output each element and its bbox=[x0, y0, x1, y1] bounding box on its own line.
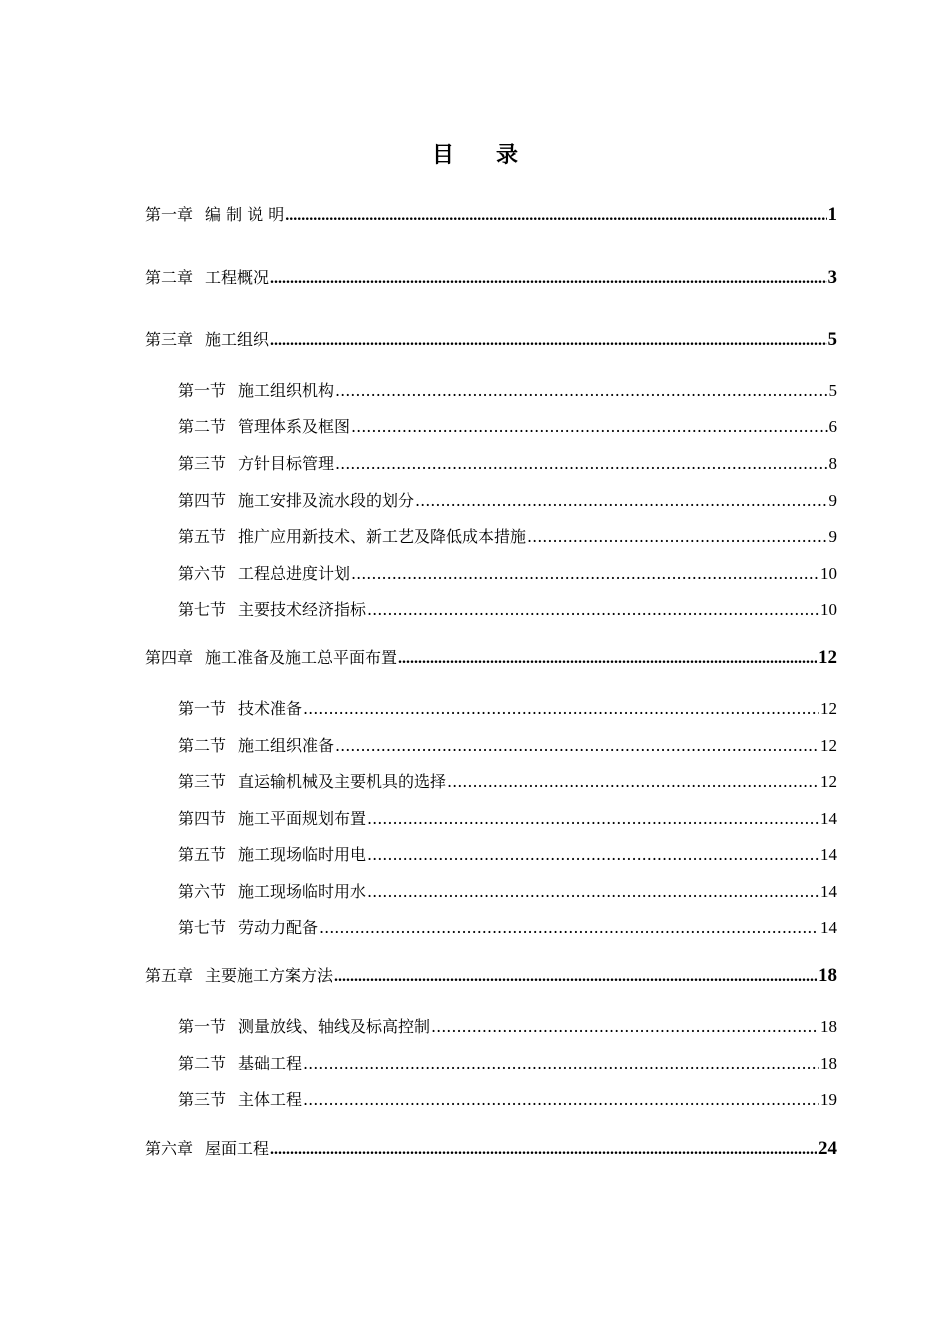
dot-leader bbox=[334, 968, 817, 986]
chapter-title: 工程概况 bbox=[205, 268, 270, 287]
section-number: 第六节 bbox=[178, 564, 227, 583]
chapter-number: 第二章 bbox=[145, 268, 194, 287]
toc-chapter[interactable] bbox=[145, 1136, 837, 1160]
toc-section[interactable] bbox=[178, 414, 837, 437]
section-title: 施工组织准备 bbox=[238, 736, 335, 755]
section-page-number: 10 bbox=[820, 600, 837, 619]
toc-section[interactable] bbox=[178, 842, 837, 865]
dot-leader bbox=[447, 772, 819, 791]
section-page-number: 10 bbox=[820, 564, 837, 583]
section-title: 测量放线、轴线及标高控制 bbox=[238, 1017, 431, 1036]
chapter-title: 编 制 说 明 bbox=[205, 205, 285, 224]
toc-chapter[interactable] bbox=[145, 963, 837, 987]
section-number: 第五节 bbox=[178, 845, 227, 864]
chapter-page-number: 24 bbox=[818, 1138, 837, 1159]
dot-leader bbox=[270, 1141, 817, 1159]
section-number: 第五节 bbox=[178, 527, 227, 546]
toc-chapter[interactable] bbox=[145, 265, 837, 289]
section-page-number: 14 bbox=[820, 918, 837, 937]
section-number: 第三节 bbox=[178, 454, 227, 473]
section-title: 施工现场临时用水 bbox=[238, 882, 367, 901]
section-page-number: 19 bbox=[820, 1090, 837, 1109]
section-number: 第三节 bbox=[178, 772, 227, 791]
chapter-page-number: 3 bbox=[827, 267, 837, 288]
toc-section[interactable] bbox=[178, 733, 837, 756]
toc-section[interactable] bbox=[178, 1087, 837, 1110]
toc-section[interactable] bbox=[178, 451, 837, 474]
toc-title-left: 目 bbox=[431, 143, 454, 168]
section-page-number: 12 bbox=[820, 772, 837, 791]
section-number: 第一节 bbox=[178, 1017, 227, 1036]
section-number: 第一节 bbox=[178, 699, 227, 718]
toc-title-right: 录 bbox=[496, 143, 519, 168]
chapter-page-number: 18 bbox=[818, 965, 837, 986]
chapter-title: 施工准备及施工总平面布置 bbox=[205, 648, 398, 667]
section-page-number: 9 bbox=[828, 491, 837, 510]
toc-title bbox=[0, 138, 950, 169]
chapter-number: 第四章 bbox=[145, 648, 194, 667]
section-title: 基础工程 bbox=[238, 1054, 303, 1073]
chapter-title: 屋面工程 bbox=[205, 1139, 270, 1158]
section-title: 工程总进度计划 bbox=[238, 564, 351, 583]
section-page-number: 14 bbox=[820, 882, 837, 901]
dot-leader bbox=[431, 1017, 819, 1036]
chapter-number: 第三章 bbox=[145, 330, 194, 349]
section-title: 方针目标管理 bbox=[238, 454, 335, 473]
dot-leader bbox=[367, 882, 819, 901]
toc-section[interactable] bbox=[178, 378, 837, 401]
section-number: 第三节 bbox=[178, 1090, 227, 1109]
dot-leader bbox=[415, 491, 827, 510]
toc-section[interactable] bbox=[178, 561, 837, 584]
section-number: 第一节 bbox=[178, 381, 227, 400]
section-number: 第七节 bbox=[178, 600, 227, 619]
toc-section[interactable] bbox=[178, 879, 837, 902]
chapter-title: 主要施工方案方法 bbox=[205, 966, 334, 985]
toc-section[interactable] bbox=[178, 524, 837, 547]
dot-leader bbox=[270, 332, 826, 350]
toc-section[interactable] bbox=[178, 488, 837, 511]
dot-leader bbox=[527, 527, 827, 546]
toc-section[interactable] bbox=[178, 915, 837, 938]
toc-chapter[interactable] bbox=[145, 202, 837, 226]
chapter-number: 第六章 bbox=[145, 1139, 194, 1158]
dot-leader bbox=[367, 600, 819, 619]
section-title: 劳动力配备 bbox=[238, 918, 319, 937]
dot-leader bbox=[367, 845, 819, 864]
section-number: 第四节 bbox=[178, 809, 227, 828]
dot-leader bbox=[351, 417, 827, 436]
toc-section[interactable] bbox=[178, 1014, 837, 1037]
section-title: 主体工程 bbox=[238, 1090, 303, 1109]
dot-leader bbox=[335, 736, 819, 755]
section-number: 第二节 bbox=[178, 736, 227, 755]
dot-leader bbox=[319, 918, 819, 937]
section-title: 施工安排及流水段的划分 bbox=[238, 491, 415, 510]
dot-leader bbox=[335, 381, 827, 400]
section-page-number: 12 bbox=[820, 736, 837, 755]
chapter-page-number: 12 bbox=[818, 647, 837, 668]
section-page-number: 8 bbox=[828, 454, 837, 473]
section-title: 直运输机械及主要机具的选择 bbox=[238, 772, 447, 791]
dot-leader bbox=[367, 809, 819, 828]
section-page-number: 5 bbox=[828, 381, 837, 400]
chapter-number: 第一章 bbox=[145, 205, 194, 224]
toc-section[interactable] bbox=[178, 769, 837, 792]
chapter-page-number: 5 bbox=[827, 329, 837, 350]
toc-section[interactable] bbox=[178, 597, 837, 620]
section-number: 第二节 bbox=[178, 1054, 227, 1073]
section-page-number: 14 bbox=[820, 809, 837, 828]
section-page-number: 18 bbox=[820, 1017, 837, 1036]
toc-section[interactable] bbox=[178, 696, 837, 719]
section-title: 施工现场临时用电 bbox=[238, 845, 367, 864]
section-number: 第二节 bbox=[178, 417, 227, 436]
section-number: 第六节 bbox=[178, 882, 227, 901]
section-title: 主要技术经济指标 bbox=[238, 600, 367, 619]
section-title: 推广应用新技术、新工艺及降低成本措施 bbox=[238, 527, 527, 546]
dot-leader bbox=[303, 1090, 819, 1109]
dot-leader bbox=[285, 207, 826, 225]
toc-chapter[interactable] bbox=[145, 327, 837, 351]
dot-leader bbox=[270, 270, 826, 288]
dot-leader bbox=[398, 650, 817, 668]
dot-leader bbox=[303, 699, 819, 718]
section-page-number: 12 bbox=[820, 699, 837, 718]
toc-section[interactable] bbox=[178, 806, 837, 829]
section-title: 管理体系及框图 bbox=[238, 417, 351, 436]
section-page-number: 9 bbox=[828, 527, 837, 546]
dot-leader bbox=[335, 454, 827, 473]
section-title: 施工组织机构 bbox=[238, 381, 335, 400]
chapter-number: 第五章 bbox=[145, 966, 194, 985]
chapter-page-number: 1 bbox=[827, 204, 837, 225]
section-title: 技术准备 bbox=[238, 699, 303, 718]
chapter-title: 施工组织 bbox=[205, 330, 270, 349]
section-number: 第七节 bbox=[178, 918, 227, 937]
section-page-number: 18 bbox=[820, 1054, 837, 1073]
section-title: 施工平面规划布置 bbox=[238, 809, 367, 828]
toc-chapter[interactable] bbox=[145, 645, 837, 669]
section-number: 第四节 bbox=[178, 491, 227, 510]
section-page-number: 14 bbox=[820, 845, 837, 864]
toc-section[interactable] bbox=[178, 1051, 837, 1074]
dot-leader bbox=[303, 1054, 819, 1073]
section-page-number: 6 bbox=[828, 417, 837, 436]
dot-leader bbox=[351, 564, 819, 583]
